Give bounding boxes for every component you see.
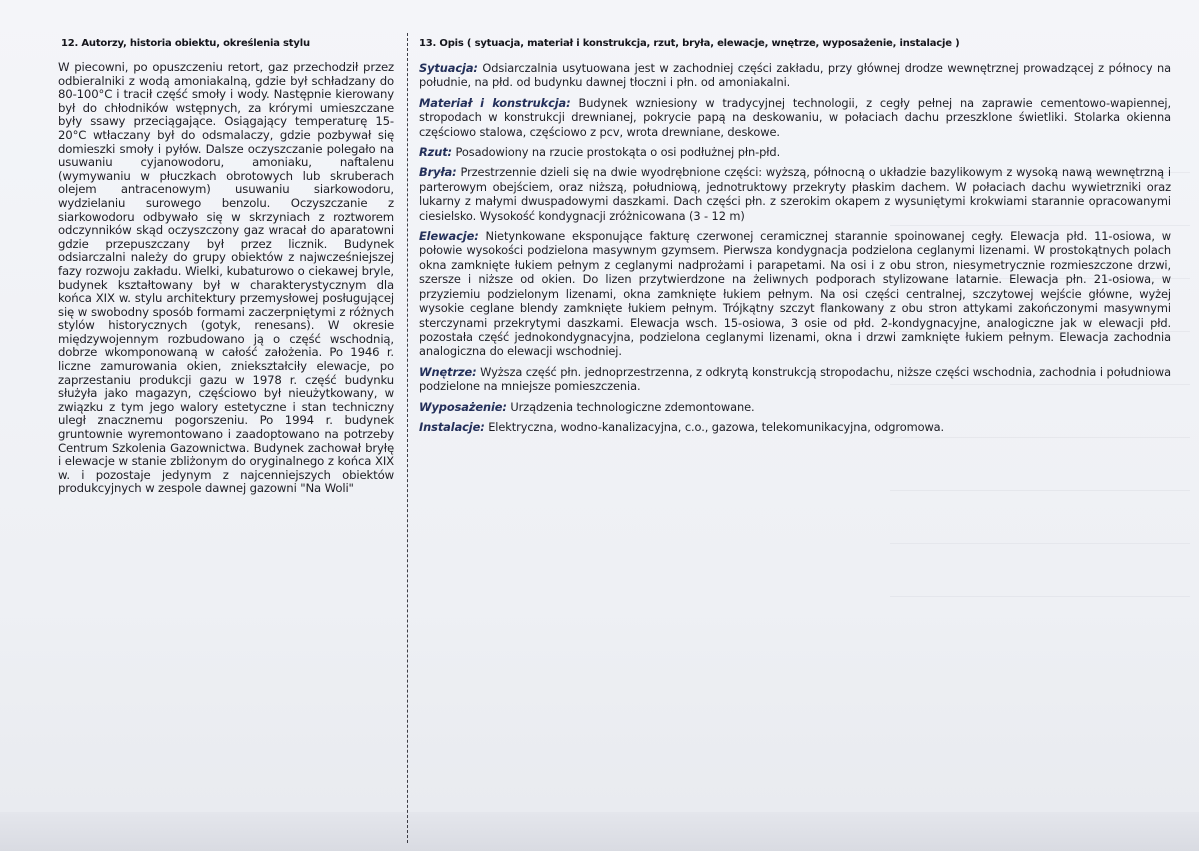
description-heading: 13. Opis ( sytuacja, materiał i konstrukcja, rzut, bryła, elewacje, wnętrze, wyposażenie, instalacje ) — [419, 38, 960, 49]
section-label: Elewacje: — [419, 229, 479, 244]
section-label: Rzut: — [419, 145, 453, 160]
description-column — [419, 38, 1171, 440]
column-divider — [407, 33, 408, 843]
section-text: Nietynkowane eksponujące fakturę czerwonej ceramicznej starannie spoinowanej cegły. Elewacja płd. 11-osiowa, w połowie wysokości podzielona masywnym gzymsem. Pierwsza kondygnacja podzielona ceglanymi lizenami. W prostokątnych polach okna zamknięte łukiem pełnym z ceglanymi nadprożami i parapetami. Na osi i z obu stron, niesymetrycznie rozmieszczone drzwi, szersze i niższe od okien. Do lizen przytwierdzone na żeliwnych podporach stylizowane latarnie. Elewacja płn. 21-osiowa, w przyziemiu podzielonym lizenami, okna zamknięte łukiem pełnym. Na osi części centralnej, szczytowej wejście główne, wyżej wysokie ceglane blendy zamknięte łukiem pełnym. Trójkątny szczyt flankowany z obu stron attykami zakończonymi masywnymi sterczynami przekrytymi daszkami. Elewacja wsch. 15-osiowa, 3 osie od płd. 2-kondygnacyjne, analogiczne jak w elewacji płd. pozostała część jednokondygnacyjna, podzielona ceglanymi lizenami, okna i drzwi zamknięte łukiem pełnym. Elewacja zachodnia analogiczna do elewacji wschodniej. — [419, 229, 1171, 359]
section-label: Bryła: — [419, 165, 457, 180]
section-material — [419, 96, 1171, 139]
history-heading: 12. Autorzy, historia obiektu, określenia stylu — [61, 38, 310, 49]
section-text: Wyższa część płn. jednoprzestrzenna, z odkrytą konstrukcją stropodachu, niższe części wschodnia, zachodnia i południowa podzielone na mniejsze pomieszczenia. — [419, 364, 1171, 394]
section-situation — [419, 61, 1171, 90]
section-plan — [419, 145, 1171, 159]
history-column — [58, 38, 394, 496]
section-text: Przestrzennie dzieli się na dwie wyodrębnione części: wyższą, północną o układzie bazylikowym z wysoką nawą wewnętrzną i parterowym obejściem, oraz niższą, południową, jednotruktowy przekryty płaskim dachem. W połaciach dachu wywietrzniki oraz lukarny z małymi dwuspadowymi daszkami. Dach części płn. z szerokim okapem z wysuniętymi krokwiami starannie opracowanymi ciesielsko. Wysokość kondygnacji zróżnicowana (3 - 12 m) — [419, 165, 1171, 223]
section-installations — [419, 420, 1171, 434]
section-text: Odsiarczalnia usytuowana jest w zachodniej części zakładu, przy głównej drodze wewnętrznej prowadzącej z północy na południe, na płd. od budynku dawnej tłoczni i płn. od amoniakalni. — [419, 61, 1171, 90]
page-bottom-edge — [0, 812, 1199, 851]
section-label: Wyposażenie: — [419, 399, 507, 414]
section-text: Posadowiony na rzucie prostokąta o osi podłużnej płn-płd. — [452, 145, 781, 160]
section-interior — [419, 365, 1171, 394]
history-text: W piecowni, po opuszczeniu retort, gaz przechodził przez odbieralniki z wodą amoniakalną, gdzie był schładzany do 80-100°C i tracił część smoły i wody. Następnie kierowany był do chłodników wstępnych, za krórymi umieszczane były ssawy przeciągające. Osiągający temperaturę 15-20°C wtłaczany był do odsmalaczy, gdzie pozbywał się domieszki smoły i pyłów. Dalsze oczyszczanie polegało na usuwaniu cyjanowodoru, amoniaku, naftalenu (wymywaniu w płuczkach obrotowych lub skruberach olejem antracenowym) usuwaniu siarkowodoru, wydzielaniu surowego benzolu. Oczyszczanie z siarkowodoru odbywało się w skrzyniach z roztworem odczynników skąd oczyszczony gaz wracał do aparatowni gdzie przepuszczany był przez licznik. Budynek odsiarczalni należy do grupy obiektów z najwcześniejszej fazy rozwoju zakładu. Wielki, kubaturowo o ciekawej bryle, budynek kształtowany był w charakterystycznym dla końca XIX w. stylu architektury przemysłowej posługującej się w swobodny sposób formami zaczerpniętymi z różnych stylów historycznych (gotyk, renesans). W okresie międzywojennym rozbudowano ją o część wschodnią, dobrze wkomponowaną w całość założenia. Po 1946 r. liczne zamurowania okien, zniekształciły elewacje, po zaprzestaniu produkcji gazu w 1978 r. część budynku służyła jako magazyn, częściowo był nieużytkowany, w związku z tym jego walory estetyczne i stan techniczny uległ znacznemu pogorszeniu. Po 1994 r. budynek gruntownie wyremontowano i zaadoptowano na potrzeby Centrum Szkolenia Gazownictwa. Budynek zachował bryłę i elewacje w stanie zbliżonym do oryginalnego z końca XIX w. i pozostaje jedynym z najcenniejszych obiektów produkcyjnych w zespole dawnej gazowni "Na Woli" — [58, 60, 394, 496]
section-label: Instalacje: — [419, 419, 485, 434]
section-label: Materiał i konstrukcja: — [419, 95, 571, 110]
section-massing — [419, 165, 1171, 223]
section-text: Urządzenia technologiczne zdemontowane. — [506, 399, 755, 414]
section-label: Sytuacja: — [419, 61, 478, 75]
section-text: Elektryczna, wodno-kanalizacyjna, c.o., gazowa, telekomunikacyjna, odgromowa. — [484, 419, 945, 434]
section-label: Wnętrze: — [419, 364, 477, 379]
section-equipment — [419, 400, 1171, 414]
section-elevations — [419, 229, 1171, 359]
section-text: Budynek wzniesiony w tradycyjnej technologii, z cegły pełnej na zaprawie cementowo-wapiennej, stropodach w konstrukcji drewnianej, pokrycie papą na deskowaniu, w połaciach dachu przeszklone świetliki. Stolarka okienna częściowo stalowa, częściowo z pcv, wrota drewniane, deskowe. — [419, 95, 1171, 139]
